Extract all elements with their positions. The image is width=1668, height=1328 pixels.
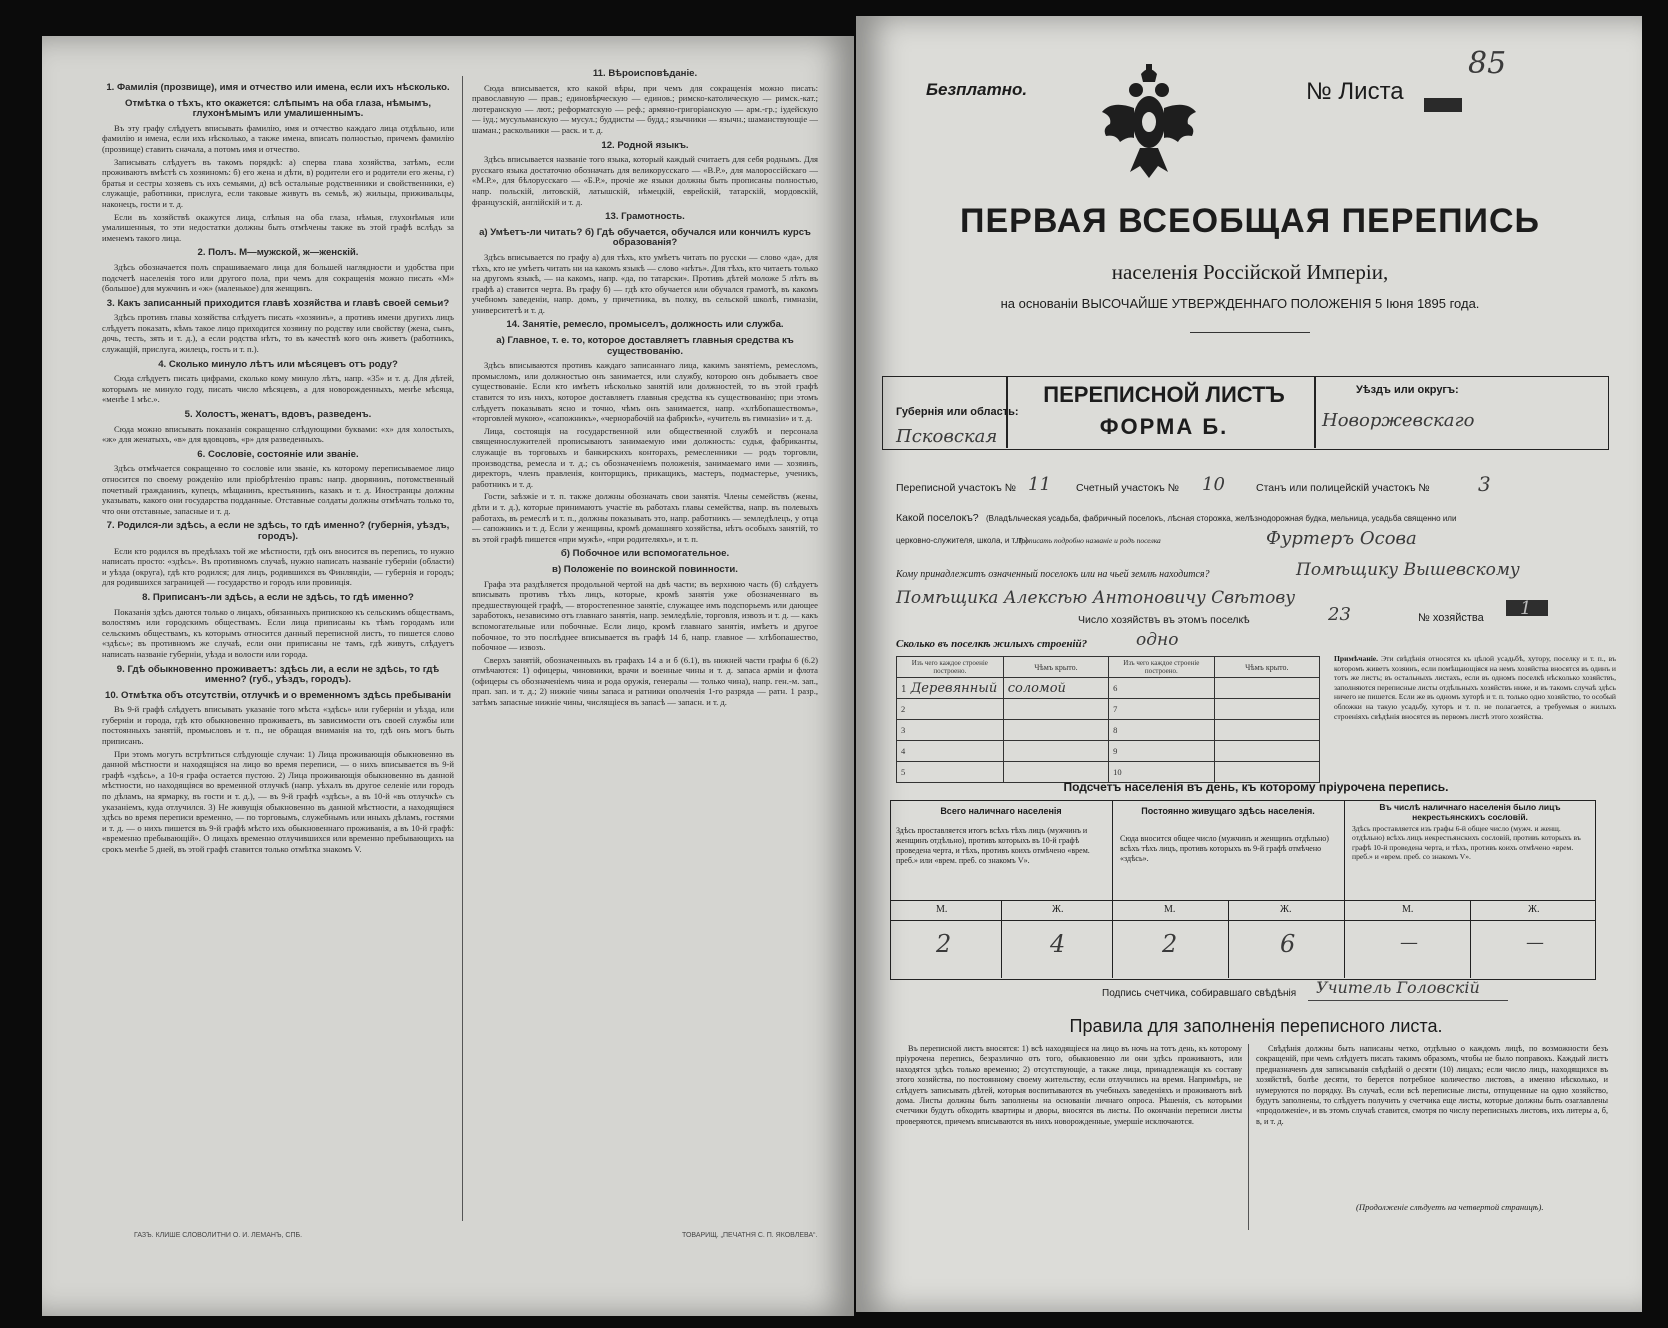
female-label-3: Ж.: [1528, 904, 1540, 915]
column-divider: [462, 76, 463, 1221]
row-number: 5: [897, 762, 1004, 783]
count-text-non-peasant: Здѣсь проставляется изъ графы 6-й общее число (мужч. и женщ. отдѣльно) всѣхъ лицъ некрестьянскихъ сословій, противъ которыхъ въ графѣ 10-й проведена черта, и тѣхъ, противъ коихъ отмѣчено «врем. преб.» и «врем. преб. со знакомъ V».: [1352, 824, 1581, 862]
enumerator-signature-label: Подпись счетчика, собиравшаго свѣдѣнія: [1102, 988, 1297, 999]
rules-divider: [1248, 1044, 1249, 1230]
instruction-heading: 1. Фамилія (прозвище), имя и отчество или имена, если ихъ нѣсколько.: [106, 82, 450, 93]
instruction-paragraph: Сюда вписывается, кто какой вѣры, при чемъ для сокращенія можно писать: православную — прав.; единовѣрческую — единов.; римско-католическую — римск.-кат.; лютеранскую — лют.; реформатскую — реф.; армяно-григоріанскую — арм.-гр.; іудейскую — іуд.; мусульманскую — мусул.; буддисты — будд.; язычники — язычн.; шаманствующіе — шаман.; раскольники — раск. и т. д.: [472, 82, 818, 135]
census-basis: на основаніи ВЫСОЧАЙШЕ УТВЕРЖДЕННАГО ПОЛОЖЕНІЯ 5 Іюня 1895 года.: [1000, 296, 1480, 311]
instruction-heading: 7. Родился-ли здѣсь, а если не здѣсь, то гдѣ именно? (губернія, уѣздъ, городъ).: [106, 520, 450, 542]
signature-line: [1308, 1000, 1508, 1001]
households-count-label: Число хозяйствъ въ этомъ поселкѣ: [1078, 614, 1250, 626]
table-header-material-left: Изъ чего каждое строеніе построено.: [897, 657, 1004, 678]
non-peasant-female-value: —: [1526, 932, 1544, 953]
instruction-paragraph: Въ эту графу слѣдуетъ вписывать фамилію, имя и отчество каждаго лица отдѣльно, или фамилію и имена, если ихъ нѣсколько, а также имена, вписать полностью, причемъ фамилію (прозвище) ставить сначала, а потомъ имя и отчество.: [102, 122, 454, 154]
instruction-heading: 5. Холостъ, женатъ, вдовъ, разведенъ.: [184, 409, 372, 421]
row-number: 2: [897, 699, 1004, 720]
settlement-hint-3: Прописать подробно названіе и родъ поселка: [1016, 536, 1161, 545]
count-mf-divider-2: [1228, 900, 1229, 978]
instructions-column-2: [472, 64, 818, 1224]
households-count-value: 23: [1328, 604, 1351, 625]
instruction-paragraph: Здѣсь противъ главы хозяйства слѣдуетъ писать «хозяинъ», а противъ имени другихъ лицъ слѣдуетъ показать, кѣмъ такое лицо приходится хозяину по родству или свойству (жена, сынъ, дочь, тесть, зять и т. д.), а если родства нѣтъ, то въ качествѣ кого онъ живетъ (работникъ, служащій, прислуга, жилецъ, гость и т. п.).: [102, 312, 454, 355]
rules-title: Правила для заполненія переписного листа.: [1069, 1016, 1443, 1036]
settlement-label: Какой поселокъ?: [896, 512, 979, 524]
police-camp-value: 3: [1478, 472, 1491, 496]
row-number: 4: [897, 741, 1004, 762]
instruction-paragraph: Здѣсь вписывается по графу а) для тѣхъ, кто умѣетъ читать по русски — слово «да», для тѣхъ, кто не умѣетъ читать ни на какомъ языкѣ — слово «нѣтъ». Для тѣхъ, кто читаетъ только на другомъ языкѣ, — на какомъ, напр. «да, по татарски». Противъ дѣтей моложе 5 лѣтъ въ графѣ а) ставится черта. Въ графу б) — гдѣ кто обучается или обучался грамотѣ, въ какомъ учебномъ заведеніи, напр. домъ, у причетника, въ полку, въ сельской школѣ, гимназіи, университетѣ и т. д.: [472, 251, 818, 315]
printer-imprint-right: ТОВАРИЩ. „ПЕЧАТНЯ С. П. ЯКОВЛЕВА“.: [682, 1232, 818, 1239]
instruction-paragraph: Здѣсь вписывается названіе того языка, который каждый считаетъ для себя роднымъ. Для русскаго языка достаточно обозначать для великорусскаго — «В.Р.», для малороссійскаго — «М.Р.», для бѣлорусскаго — «Б.Р.», прочіе же языки должны быть прописаны полностью, напр. польскій, литовскій, латышскій, нѣмецкій, еврейскій, татарскій, мордовскій, французскій, англійскій и т. д.: [472, 154, 818, 207]
household-number-value: 1: [1520, 598, 1532, 619]
total-female-value: 4: [1050, 930, 1066, 958]
owner-value-2: Помѣщика Алексѣю Антоновичу Свѣтову: [896, 588, 1296, 608]
left-page-instructions: [42, 36, 854, 1316]
census-section-label: Переписной участокъ №: [896, 482, 1016, 494]
count-row-divider-2: [890, 920, 1596, 921]
instruction-paragraph: Лица, состоящія на государственной или общественной службѣ и персонала священнослужителей прописываютъ занимаемую ими должность: судья, фабриканты, служащіе въ торговыхъ и банкирскихъ конторахъ, ремесленники — родъ торговли, производства, ремесла и т. д.; съ обозначеніемъ положенія, занимаемаго ими — хозяинъ, директоръ, членъ правленія, конторщикъ, прикащикъ, мастеръ, подмастерье, ученикъ, работникъ и т. д.: [472, 425, 818, 489]
male-label-1: М.: [936, 904, 948, 915]
owner-label: Кому принадлежитъ означенный поселокъ или на чьей землѣ находится?: [896, 569, 1210, 580]
building-material-value: Деревянный: [910, 680, 998, 696]
imperial-eagle-emblem-icon: [1100, 64, 1198, 182]
buildings-note: [1334, 654, 1616, 721]
sheet-number-box: [1424, 98, 1462, 112]
district-label: Уѣздъ или округъ:: [1356, 384, 1459, 396]
instruction-paragraph: При этомъ могутъ встрѣтиться слѣдующіе случаи: 1) Лица проживающія обыкновенно въ данной мѣстности и находящіяся на лицо во время переписи, — о нихъ вписывается въ 9-й графѣ «здѣсь», а 10-я графа остается пустою. 2) Лица проживающія обыкновенно въ данной мѣстности, но находящіяся во временной отлучкѣ (напр. уѣхалъ въ другое селеніе или городъ по дѣламъ, на ярмарку, въ гости и т. д.), — въ 9-й графѣ «здѣсь», а въ 10-й «въ отлучкѣ» съ указаніемъ, куда отлучился. 3) Не живущія обыкновенно въ данной мѣстности, а находящіяся здѣсь во время переписи временно, — по торговымъ, служебнымъ или иныхъ дѣламъ, гостями и т. д. — о нихъ пишется въ 9-й графѣ мѣсто ихъ обыкновеннаго проживанія, а въ 10-й графѣ: «временно пребывающій». О лицахъ временно отлучившихся или временно пребывающихъ на срокъ менѣе 5 дней, въ этой графѣ ставится только отмѣтка знакомъ V.: [102, 748, 454, 854]
table-row: [897, 741, 1320, 762]
instruction-heading: в) Положеніе по воинской повинности.: [552, 563, 738, 575]
table-row: [897, 678, 1320, 699]
census-section-value: 11: [1028, 474, 1051, 495]
province-value: Псковская: [896, 426, 998, 447]
instruction-heading: 10. Отмѣтка объ отсутствіи, отлучкѣ и о временномъ здѣсь пребываніи: [105, 689, 451, 701]
total-male-value: 2: [936, 930, 952, 958]
counting-section-label: Счетный участокъ №: [1076, 482, 1180, 494]
buildings-value: одно: [1136, 630, 1179, 650]
instruction-heading: а) Умѣетъ-ли читать? б) Гдѣ обучается, обучался или кончилъ курсъ образованія?: [479, 226, 811, 249]
count-text-permanent: Сюда вносится общее число (мужчинъ и женщинъ отдѣльно) всѣхъ тѣхъ лицъ, противъ которыхъ въ 9-й графѣ отмѣчено «здѣсь».: [1120, 834, 1329, 863]
row-number: 8: [1109, 720, 1214, 741]
instruction-paragraph: Здѣсь вписываются противъ каждаго записаннаго лица, какимъ занятіемъ, ремесломъ, промысломъ, или должностью онъ занимается, или службу, которою онъ добываетъ свое существованіе. Если кто имѣетъ нѣсколько занятій или должностей, то въ этой графѣ ставится то изъ нихъ, которое доставляетъ главныя средства къ существованію; при этомъ слѣдуетъ показывать ясно и точно, чѣмъ онъ занимается, напр. «хлѣбопашествомъ», «торговлей мукою», «сапожникъ», «чернорабочій на фабрикѣ», «учитель въ гимназіи» и т. д.: [472, 360, 818, 424]
census-title: ПЕРВАЯ ВСЕОБЩАЯ ПЕРЕПИСЬ: [960, 202, 1540, 240]
owner-value-1: Помѣщику Вышевскому: [1296, 560, 1520, 580]
non-peasant-male-value: —: [1400, 932, 1418, 953]
counting-section-value: 10: [1202, 474, 1225, 495]
permanent-female-value: 6: [1280, 930, 1296, 958]
count-divider-2: [1344, 800, 1345, 978]
female-label-1: Ж.: [1052, 904, 1064, 915]
male-label-2: М.: [1164, 904, 1176, 915]
instruction-heading: 4. Сколько минуло лѣтъ или мѣсяцевъ отъ роду?: [158, 358, 398, 370]
instruction-heading: б) Побочное или вспомогательное.: [560, 548, 730, 560]
rules-text-left: Въ переписной листъ вносятся: 1) всѣ находящіеся на лицо въ ночь на тотъ день, къ которому пріурочена перепись, безразлично отъ того, обыкновенно ли они здѣсь проживаютъ, или находятся здѣсь только временно; 2) отсутствующіе, а также лица, принадлежащія къ составу этого хозяйства, по постоянному своему жительству, если отлучились на время. Напримѣръ, не слѣдуетъ записывать дѣтей, которыя воспитываются въ учебныхъ заведеніяхъ и проживаютъ внѣ дома. Листы должны быть заполнены на основаніи личнаго опроса. Рѣшенія, съ которыми счетчики будутъ обходить квартиры и дворы, вносятся въ листы. По окончаніи переписи листы проверяются, причемъ вписываются въ нихъ новорожденные, умершіе исключаются.: [896, 1044, 1242, 1126]
table-row: [897, 720, 1320, 741]
instruction-heading: 3. Какъ записанный приходится главѣ хозяйства и главѣ своей семьи?: [106, 297, 450, 309]
row-number: 7: [1109, 699, 1214, 720]
table-row: [897, 699, 1320, 720]
right-page-census-form: [856, 16, 1642, 1312]
count-divider-1: [1112, 800, 1113, 978]
count-row-divider-1: [890, 900, 1596, 901]
buildings-table: [896, 656, 1320, 783]
female-label-2: Ж.: [1280, 904, 1292, 915]
district-value: Новоржевскаго: [1322, 410, 1475, 431]
instruction-paragraph: Здѣсь отмѣчается сокращенно то сословіе или званіе, къ которому переписываемое лицо относится по своему рожденію или пріобрѣтенію правъ: напр. дворянинъ, потомственный почетный гражданинъ, купецъ, мѣщанинъ, крестьянинъ, казакъ и т. д. Иностранцы должны указывать, какого они государства подданные. Отставные солдаты должны отмѣчать только то, что они отставные, запасные и т. д.: [102, 463, 454, 516]
instruction-paragraph: Показанія здѣсь даются только о лицахъ, обязанныхъ припискою къ сельскимъ обществамъ, волостямъ или городскимъ обществамъ. Если лица приписаны къ тѣмъ городамъ или сельскимъ обществамъ, къ которымъ относится данный переписной листъ, то пишется слово «здѣсь»; въ противномъ же случаѣ, если они приписаны не тамъ, гдѣ живутъ, слѣдуетъ написать названіе губерніи, уѣзда и волости или города.: [102, 606, 454, 659]
printer-imprint-left: ГАЗЪ. КЛИШЕ СЛОВОЛИТНИ О. И. ЛЕМАНЪ, СПБ.: [134, 1232, 303, 1239]
instruction-paragraph: Сверхъ занятій, обозначенныхъ въ графахъ 14 а и б (6.1), въ нижней части графы 6 (6.2) отмѣчаются: 1) офицеры, чиновники, врачи и военные чины и т. д. запаса арміи и флота (офицеры съ обозначеніемъ чина и рода оружія, генералы — только чина), напр. ген.-м. зап., прап. зап. и т. д.; 2) нижніе чины запаса и ратники ополченія 1-го разряда — ратн. 1 разр., затѣмъ запасные нижніе чины, числящіеся въ запасѣ — запасн. и т. д.: [472, 654, 818, 708]
table-header-material-right: Изъ чего каждое строеніе построено.: [1109, 657, 1214, 678]
sheet-title: ПЕРЕПИСНОЙ ЛИСТЪ: [1043, 382, 1285, 407]
count-head-non-peasant: Въ числѣ наличнаго населенія было лицъ некрестьянскихъ сословій.: [1379, 802, 1561, 822]
instruction-paragraph: Въ 9-й графѣ слѣдуетъ вписывать указаніе того мѣста «здѣсь» или губерніи и уѣзда, или губерніи и города, гдѣ кто обыкновенно проживаетъ, въ зависимости отъ своей службы или постоянныхъ занятій, промысловъ и т. п., не обращая вниманія на то, гдѣ онъ могъ быть приписанъ.: [102, 704, 454, 747]
buildings-label: Сколько въ поселкѣ жилыхъ строеній?: [896, 638, 1088, 650]
settlement-hint: (Владѣльческая усадьба, фабричный поселокъ, лѣсная сторожка, желѣзнодорожная будка, мельница, усадьба священно или: [986, 514, 1457, 523]
row-number: 1: [901, 684, 907, 695]
instruction-heading: 9. Гдѣ обыкновенно проживаетъ: здѣсь ли, а если не здѣсь, то гдѣ именно? (губ., уѣздъ, городъ).: [116, 663, 440, 686]
instruction-heading: 8. Приписанъ-ли здѣсь, а если не здѣсь, то гдѣ именно?: [142, 591, 414, 603]
population-count-title: Подсчетъ населенія въ день, къ которому пріурочена перепись.: [1063, 780, 1449, 794]
instruction-heading: 14. Занятіе, ремесло, промыселъ, должность или служба.: [506, 319, 784, 331]
sheet-number-label: № Листа: [1306, 78, 1404, 105]
police-camp-label: Станъ или полицейскій участокъ №: [1256, 482, 1430, 494]
household-number-label: № хозяйства: [1418, 612, 1484, 624]
instruction-paragraph: Графа эта раздѣляется продольной чертой на двѣ части; въ верхнюю часть (б) слѣдуетъ вписывать противъ тѣхъ лицъ, которые, кромѣ занятія уже обозначеннаго въ предшествующей графѣ, — второстепенное занятіе, служащее имъ подспорьемъ или дающее заработокъ, независимо отъ главнаго занятія, напр. земледѣліе, торговля, извозъ и т. д. — какъ вспомогательные или побочные. Если лицо, кромѣ главнаго занятія, имѣетъ и другое побочное, то это послѣднее вписывается въ графѣ 14 б, напр. главное — хлѣбопашество, побочное — извозъ.: [472, 578, 818, 653]
instruction-paragraph: Сюда можно вписывать показанія сокращенно слѣдующими буквами: «х» для холостыхъ, «ж» для женатыхъ, «в» для вдовцовъ, «р» для разведенныхъ.: [102, 423, 454, 445]
instruction-heading: 2. Полъ. М—мужской, ж—женскій.: [197, 247, 359, 259]
province-label: Губернія или область:: [896, 406, 1019, 418]
instruction-heading: Отмѣтка о тѣхъ, кто окажется: слѣпымъ на оба глаза, нѣмымъ, глухонѣмымъ или умалишеннымъ.: [125, 97, 431, 120]
count-mf-divider-3: [1470, 900, 1471, 978]
instruction-paragraph: Сюда слѣдуетъ писать цифрами, сколько кому минуло лѣтъ, напр. «35» и т. д. Для дѣтей, которымъ не минуло году, писать число мѣсяцевъ, а для новорожденныхъ, менѣе мѣсяца, «менѣе 1 мѣс.».: [102, 373, 454, 405]
building-roof-value: соломой: [1003, 678, 1108, 699]
count-mf-divider-1: [1001, 900, 1002, 978]
free-of-charge-label: Безплатно.: [926, 80, 1028, 99]
note-label: Примѣчаніе.: [1334, 654, 1379, 663]
rules-continuation-note: (Продолженіе слѣдуетъ на четвертой страницѣ).: [1356, 1202, 1544, 1212]
instruction-heading: 6. Сословіе, состояніе или званіе.: [197, 448, 359, 460]
instruction-paragraph: Гости, заѣзжіе и т. п. также должны обозначать свои занятія. Члены семействъ (жены, дѣти и т. д.), которые принимаютъ участіе въ работахъ главы семейства, напр. въ полевыхъ работахъ, въ ремеслѣ и т. п., должны показывать это, напр. работникъ — земледѣлецъ, у отца — сапожникъ и т. д. Если у женщины, кромѣ домашняго хозяйства, нѣтъ особыхъ занятій, то въ этой графѣ пишется «при мужѣ», «при родителяхъ», и т. п.: [472, 491, 818, 544]
settlement-value: Фуртеръ Осова: [1266, 528, 1417, 549]
instruction-paragraph: Если кто родился въ предѣлахъ той же мѣстности, гдѣ онъ вносится въ перепись, то нужно написать просто: «здѣсь». Въ противномъ случаѣ, нужно написать названіе губерніи (области) и уѣзда (округа), гдѣ кто родился; для лицъ, родившихся въ Финляндіи, — губернія и городъ; для родившихся заграницей — государство и городъ или провинція.: [102, 545, 454, 588]
count-head-permanent: Постоянно живущаго здѣсь населенія.: [1141, 806, 1315, 816]
table-header-roof-left: Чѣмъ крыто.: [1003, 657, 1108, 678]
form-b-title: ФОРМА Б.: [1099, 414, 1229, 439]
permanent-male-value: 2: [1162, 930, 1178, 958]
instruction-heading: а) Главное, т. е. то, которое доставляетъ главныя средства къ существованію.: [496, 335, 794, 357]
instruction-paragraph: Записывать слѣдуетъ въ такомъ порядкѣ: а) сперва глава хозяйства, затѣмъ, если проживаютъ вмѣстѣ съ хозяиномъ: б) его жена и дѣти, в) родители его и родители его жены, г) братья и сестры хозяевъ съ ихъ семьями, д) всѣ остальные родственники и свойственники, е) служащіе, работники, прислуга, если таковые живутъ въ семьѣ, ж) жильцы, приживальцы, наконецъ, гости и т. д.: [102, 156, 454, 209]
row-number: 10: [1109, 762, 1214, 783]
count-head-total: Всего наличнаго населенія: [940, 806, 1062, 816]
instruction-paragraph: Если въ хозяйствѣ окажутся лица, слѣпыя на оба глаза, нѣмыя, глухонѣмыя или умалишенныя, то эти недостатки должны быть отмѣчены также въ этой графѣ вслѣдъ за именемъ такого лица.: [102, 211, 454, 243]
enumerator-signature-value: Учитель Головскій: [1316, 978, 1480, 997]
sheet-number-handwritten: 85: [1468, 46, 1507, 81]
row-number: 3: [897, 720, 1004, 741]
title-divider: [1190, 332, 1310, 333]
row-number: 9: [1109, 741, 1214, 762]
census-subtitle: населенія Россійской Имперіи,: [1111, 260, 1389, 284]
instruction-paragraph: Здѣсь обозначается полъ спрашиваемаго лица для большей наглядности и удобства при подсчетѣ населенія того или другого пола, при чемъ для сокращенія можно писать «М» (большое) для мужчинъ и «ж» (маленькое) для женщинъ.: [102, 261, 454, 294]
male-label-3: М.: [1402, 904, 1414, 915]
instruction-heading: 11. Вѣроисповѣданіе.: [592, 68, 698, 79]
row-number: 6: [1109, 678, 1214, 699]
settlement-hint-2: церковно-служителя, школа, и т. п.): [896, 536, 1028, 545]
note-text: Эти свѣдѣнія относятся къ цѣлой усадьбѣ, хутору, поселку и т. п., въ которомъ живетъ хозяинъ, если помѣщающіяся на немъ хозяйства вносятся въ одинъ и тотъ же листъ; въ остальныхъ листахъ, если въ одномъ поселкѣ нѣсколько хозяйствъ, заполняются переписные листы отдѣльныхъ хозяйствъ ниже, и въ такомъ случаѣ здѣсь ничего не пишется. Если же въ одномъ хуторѣ и т. п. только одно хозяйство, то особый обложки на такую усадьбу, хуторъ и т. п. не полагается, а требуемыя о жилыхъ строеніяхъ свѣдѣнія вносятся въ первомъ листѣ этого хозяйства.: [1334, 654, 1617, 721]
count-text-total: Здѣсь проставляется итогъ всѣхъ тѣхъ лицъ (мужчинъ и женщинъ отдѣльно), противъ которыхъ въ 10-й графѣ проведена черта, и тѣхъ, противъ коихъ отмѣчено «врем. преб.» или «врем. преб. со знакомъ V».: [896, 826, 1090, 865]
table-header-roof-right: Чѣмъ крыто.: [1214, 657, 1319, 678]
rules-text-right: Свѣдѣнія должны быть написаны четко, отдѣльно о каждомъ лицѣ, по возможности безъ сокращеній, при чемъ слѣдуетъ писать такимъ образомъ, чтобы не было поправокъ. Каждый листъ предназначенъ для записыванія свѣдѣній о десяти (10) лицахъ; если число лицъ, находящихся въ хозяйствѣ, болѣе десяти, то берется потребное количество листовъ, а именно нѣсколько, и нумеруются по порядку. Въ случаѣ, если всѣ переписные листы, отпущенные на одно хозяйство, будутъ заполнены, то слѣдуетъ получить у счетчика еще листы, которые должны быть озаглавлены «продолженіе», и въ этомъ случаѣ ставится, смотря по числу переписныхъ листовъ, ихъ литеры а, б, в, и т. д.: [1256, 1044, 1608, 1126]
instructions-column-1: [102, 78, 454, 1218]
instruction-heading: 13. Грамотность.: [605, 211, 685, 223]
instruction-heading: 12. Родной языкъ.: [601, 139, 689, 151]
header-divider-right: [1314, 376, 1316, 448]
